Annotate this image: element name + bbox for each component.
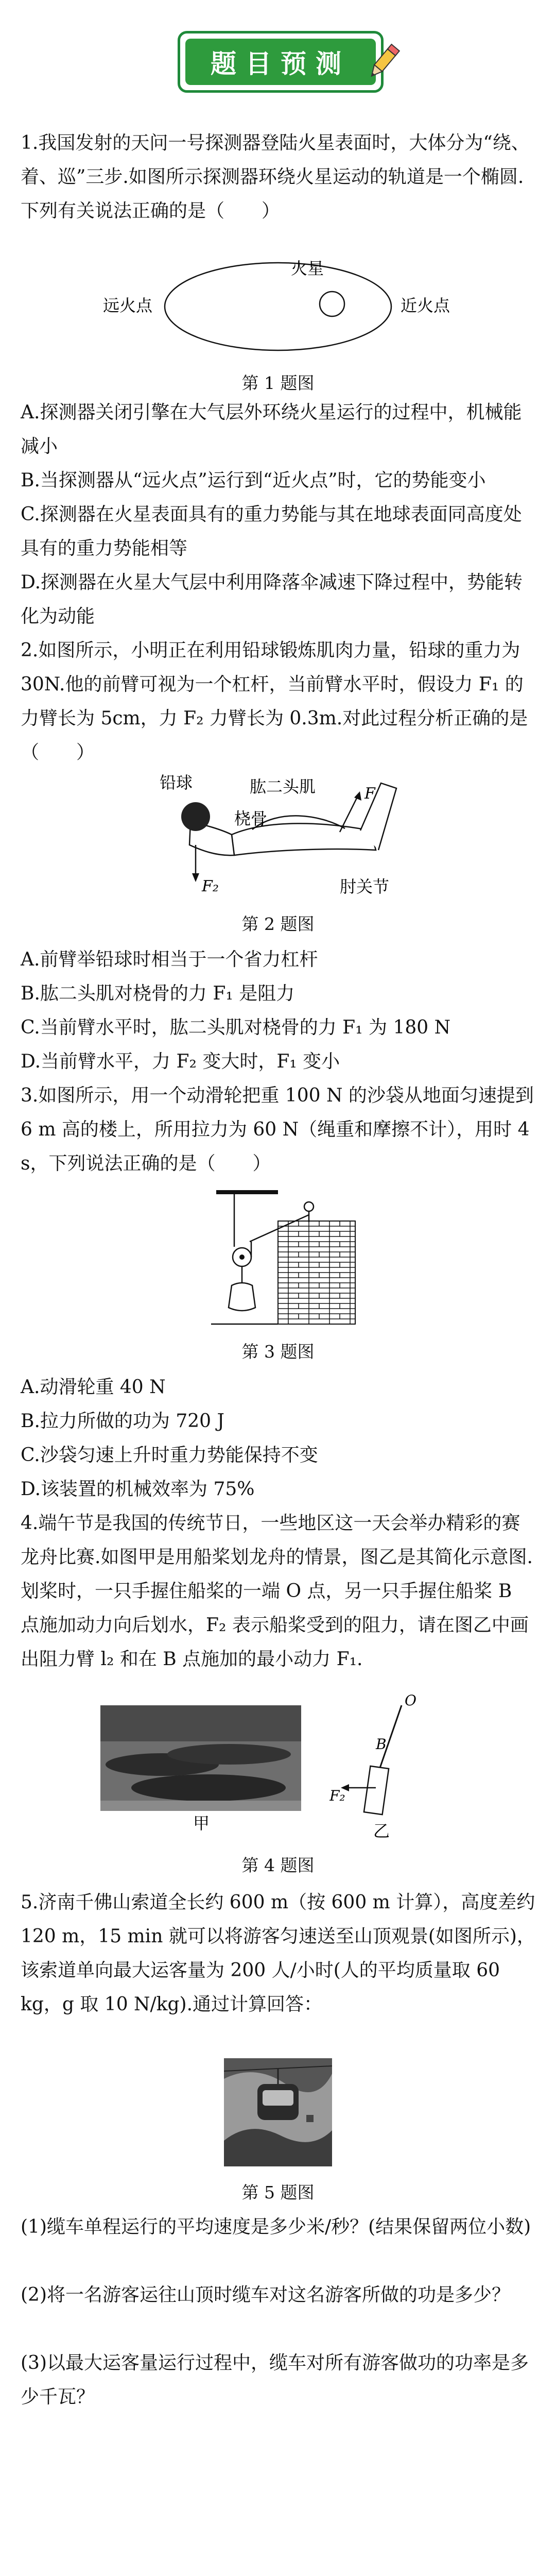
q4-caption: 第 4 题图 (241, 1855, 315, 1875)
orbit-ellipse (165, 263, 391, 350)
q5-sub-3: (3)以最大运客量运行过程中，缆车对所有游客做功的功率是多少千瓦？ (21, 2352, 529, 2408)
q2-option-a: A.前臂举铅球时相当于一个省力杠杆 (21, 949, 318, 970)
q3-option-c: C.沙袋匀速上升时重力势能保持不变 (21, 1445, 318, 1466)
q3-caption: 第 3 题图 (241, 1342, 315, 1362)
sandbag (229, 1283, 255, 1311)
q2-option-b: B.肱二头肌对桡骨的力 F₁ 是阻力 (21, 983, 295, 1004)
q2-stem: 2.如图所示，小明正在利用铅球锻炼肌肉力量，铅球的重力为 30N.他的前臂可视为一个杠杆，当前臂水平时，假设力 F₁ 的力臂长为 5cm，力 F₂ 力臂长为 0.3m.对此过程分析正确的是（ ） (21, 640, 528, 763)
q1-stem: 1.我国发射的天问一号探测器登陆火星表面时，大体分为“绕、着、巡”三步.如图所示探测器环绕火星运动的轨道是一个椭圆.下列有关说法正确的是（ ） (21, 132, 530, 222)
q2-option-c: C.当前臂水平时，肱二头肌对桡骨的力 F₁ 为 180 N (21, 1017, 451, 1038)
q1-option-b: B.当探测器从“远火点”运行到“近火点”时，它的势能变小 (21, 470, 486, 491)
near-point-label: 近火点 (401, 296, 450, 315)
q5-stem: 5.济南千佛山索道全长约 600 m（按 600 m 计算），高度差约 120 m，15 min 就可以将游客匀速送至山顶观景(如图所示)，该索道单向最大运客量为 200 人/小时(人的平均质量取 60 kg，g 取 10 N/kg).通过计算回答： (21, 1892, 535, 2015)
title-badge (178, 31, 384, 93)
q1-caption: 第 1 题图 (241, 373, 315, 393)
paddle-diagram (329, 1690, 432, 1839)
q3-pulley-figure (206, 1185, 360, 1329)
f1-label: F (364, 785, 375, 803)
q3-stem: 3.如图所示，用一个动滑轮把重 100 N 的沙袋从地面匀速提到 6 m 高的楼上，所用拉力为 60 N（绳重和摩擦不计），用时 4 s，下列说法正确的是（ ） (21, 1085, 534, 1174)
point-o-label: O (405, 1692, 416, 1709)
q2-caption: 第 2 题图 (241, 914, 315, 934)
point-b-label: B (376, 1736, 387, 1753)
q5-sub-1: (1)缆车单程运行的平均速度是多少米/秒？(结果保留两位小数) (21, 2216, 531, 2238)
biceps-label: 肱二头肌 (250, 777, 316, 796)
radius-label: 桡骨 (234, 809, 268, 828)
q3-option-a: A.动滑轮重 40 N (21, 1377, 166, 1398)
q1-option-c: C.探测器在火星表面具有的重力势能与其在地球表面同高度处具有的重力势能相等 (21, 504, 522, 559)
f2-label-q4: F₂ (329, 1787, 345, 1804)
q3-option-d: D.该装置的机械效率为 75% (21, 1479, 255, 1500)
elbow-label: 肘关节 (340, 877, 390, 896)
q2-arm-figure (154, 773, 402, 899)
far-point-label: 远火点 (103, 296, 153, 315)
q5-caption: 第 5 题图 (241, 2182, 315, 2202)
q4-stem: 4.端午节是我国的传统节日，一些地区这一天会举办精彩的赛龙舟比赛.如图甲是用船桨划龙舟的情景，图乙是其简化示意图.划桨时，一只手握住船桨的一端 O 点，另一只手握住船桨 B 点施加动力向后划水，F₂ 表示船桨受到的阻力，请在图乙中画出阻力臂 l₂ 和在 B 点施加的最小动力 F₁. (21, 1513, 533, 1670)
photo-jia-label: 甲 (193, 1814, 210, 1833)
q2-option-d: D.当前臂水平，力 F₂ 变大时，F₁ 变小 (21, 1051, 340, 1072)
mars-label: 火星 (291, 259, 324, 278)
dragon-boat-photo (100, 1705, 301, 1834)
section-title: 题目预测 (211, 49, 351, 79)
ball-label: 铅球 (160, 773, 193, 792)
q1-option-a: A.探测器关闭引擎在大气层外环绕火星运行的过程中，机械能减小 (21, 402, 522, 457)
pencil-icon (363, 41, 404, 82)
q5-sub-2: (2)将一名游客运往山顶时缆车对这名游客所做的功是多少？ (21, 2284, 510, 2306)
f2-label: F₂ (202, 877, 219, 895)
q1-option-d: D.探测器在火星大气层中利用降落伞减速下降过程中，势能转化为动能 (21, 572, 523, 627)
q3-option-b: B.拉力所做的功为 720 J (21, 1411, 224, 1432)
shot-put-ball (181, 802, 210, 831)
mars-circle (320, 292, 344, 316)
header (0, 21, 556, 108)
diagram-yi-label: 乙 (373, 1821, 390, 1839)
cable-car-photo (224, 2058, 332, 2166)
q1-orbit-figure (103, 242, 453, 361)
